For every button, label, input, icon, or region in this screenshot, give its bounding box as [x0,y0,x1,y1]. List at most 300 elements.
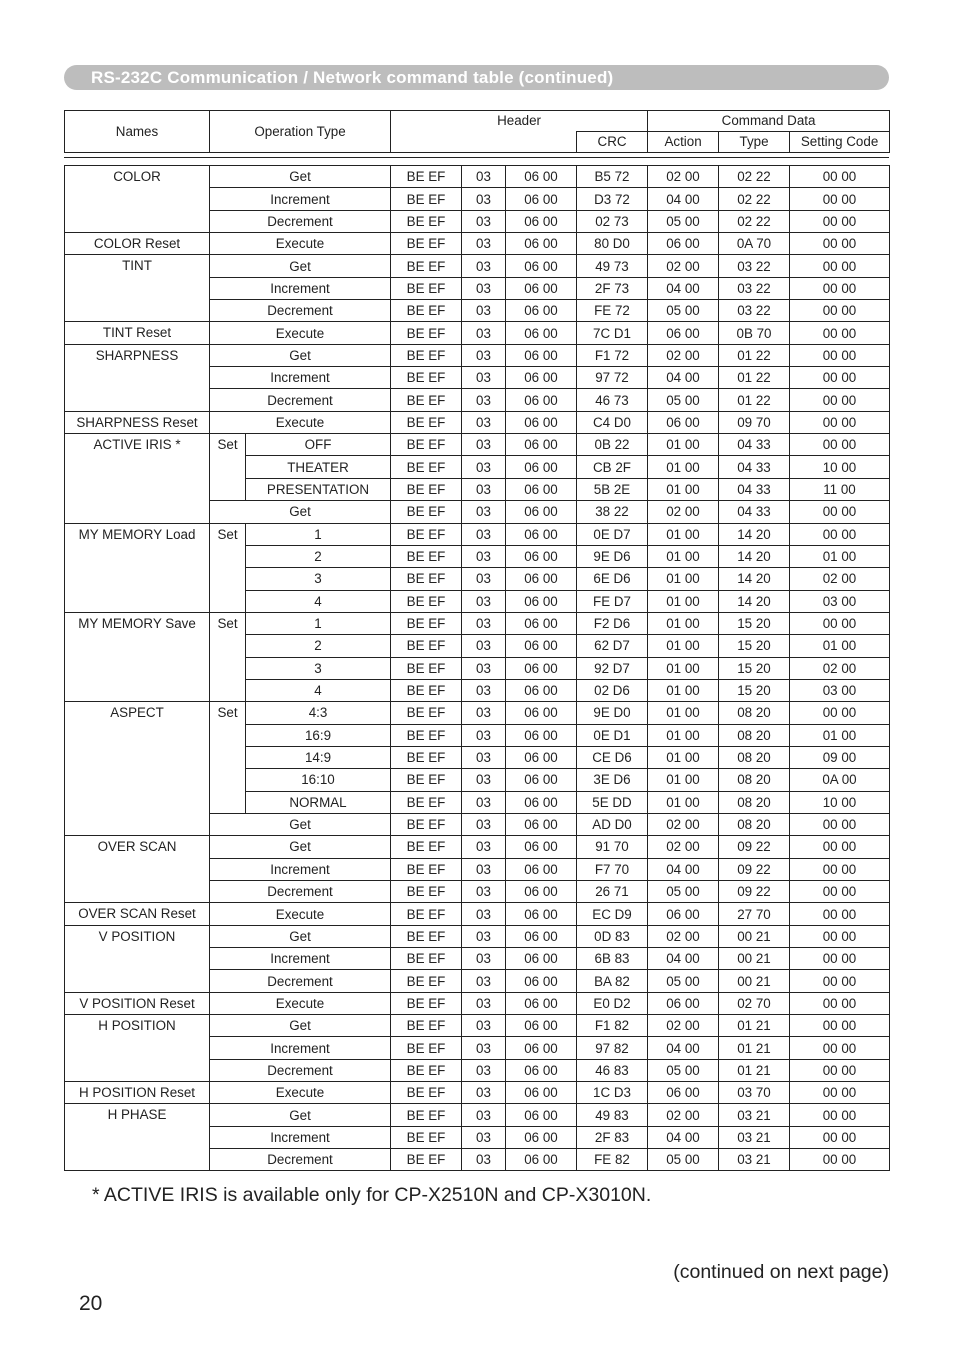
table-row [65,925,890,947]
cell-type: 03 22 [719,277,790,299]
cell-code: 00 00 [790,344,890,366]
cell-crc: 9E D6 [577,545,648,567]
cell-type: 04 33 [719,478,790,500]
cell-code: 01 00 [790,635,890,657]
cell-h1: BE EF [391,881,462,903]
cell-crc: 46 83 [577,1059,648,1081]
cell-h2: 03 [462,769,506,791]
row-name: COLOR [65,166,210,233]
row-operation: Get [210,166,391,188]
cell-h3: 06 00 [506,166,577,188]
section-title-bar [64,65,889,90]
cell-type: 01 22 [719,344,790,366]
cell-h2: 03 [462,568,506,590]
cell-h1: BE EF [391,545,462,567]
table-row [65,903,890,925]
row-operation: Decrement [210,389,391,411]
cell-action: 06 00 [648,1082,719,1104]
cell-code: 10 00 [790,791,890,813]
table-row [65,702,890,724]
cell-action: 01 00 [648,724,719,746]
row-operation: Increment [210,1037,391,1059]
cell-action: 02 00 [648,813,719,835]
cell-h1: BE EF [391,836,462,858]
cell-code: 00 00 [790,434,890,456]
cell-crc: C4 D0 [577,411,648,433]
header-type: Type [719,132,790,153]
cell-h1: BE EF [391,367,462,389]
cell-h3: 06 00 [506,389,577,411]
cell-code: 00 00 [790,1015,890,1037]
row-operation: 4:3 [246,702,391,724]
cell-action: 06 00 [648,411,719,433]
cell-h2: 03 [462,679,506,701]
cell-h3: 06 00 [506,769,577,791]
cell-h2: 03 [462,367,506,389]
cell-action: 05 00 [648,389,719,411]
cell-crc: 7C D1 [577,322,648,344]
cell-crc: 62 D7 [577,635,648,657]
cell-code: 00 00 [790,702,890,724]
table-row [65,1082,890,1104]
section-title: RS-232C Communication / Network command table (continued) [91,68,614,87]
row-operation: 2 [246,545,391,567]
cell-h1: BE EF [391,1126,462,1148]
cell-action: 01 00 [648,657,719,679]
row-operation: Execute [210,903,391,925]
cell-h1: BE EF [391,501,462,523]
cell-type: 0B 70 [719,322,790,344]
cell-type: 09 70 [719,411,790,433]
cell-crc: 9E D0 [577,702,648,724]
cell-action: 02 00 [648,925,719,947]
cell-h3: 06 00 [506,970,577,992]
cell-h2: 03 [462,456,506,478]
cell-h3: 06 00 [506,411,577,433]
cell-h1: BE EF [391,568,462,590]
cell-h2: 03 [462,411,506,433]
cell-h3: 06 00 [506,948,577,970]
cell-code: 10 00 [790,456,890,478]
cell-code: 00 00 [790,948,890,970]
cell-h1: BE EF [391,679,462,701]
command-table [64,165,890,1171]
cell-crc: 2F 83 [577,1126,648,1148]
cell-action: 01 00 [648,791,719,813]
row-operation: Get [210,813,391,835]
cell-type: 09 22 [719,858,790,880]
cell-h1: BE EF [391,612,462,634]
cell-code: 00 00 [790,903,890,925]
row-name: ACTIVE IRIS * [65,434,210,523]
row-operation: Get [210,501,391,523]
cell-action: 01 00 [648,746,719,768]
cell-code: 00 00 [790,1126,890,1148]
cell-h1: BE EF [391,702,462,724]
cell-action: 02 00 [648,255,719,277]
cell-type: 15 20 [719,635,790,657]
cell-h1: BE EF [391,1059,462,1081]
cell-h2: 03 [462,389,506,411]
cell-h3: 06 00 [506,344,577,366]
cell-h1: BE EF [391,389,462,411]
cell-crc: 80 D0 [577,233,648,255]
row-name: OVER SCAN Reset [65,903,210,925]
cell-type: 01 22 [719,367,790,389]
cell-h2: 03 [462,635,506,657]
cell-h2: 03 [462,791,506,813]
cell-action: 01 00 [648,523,719,545]
header-command-data: Command Data [648,111,890,132]
cell-action: 01 00 [648,612,719,634]
cell-type: 27 70 [719,903,790,925]
cell-h1: BE EF [391,233,462,255]
cell-h1: BE EF [391,992,462,1014]
cell-type: 14 20 [719,545,790,567]
cell-code: 00 00 [790,367,890,389]
row-name: MY MEMORY Load [65,523,210,612]
row-operation: Decrement [210,210,391,232]
cell-code: 00 00 [790,1082,890,1104]
cell-h2: 03 [462,300,506,322]
row-set-label: Set [210,702,246,814]
cell-action: 01 00 [648,545,719,567]
cell-crc: 49 83 [577,1104,648,1126]
cell-h1: BE EF [391,1149,462,1171]
cell-h1: BE EF [391,166,462,188]
row-name: OVER SCAN [65,836,210,903]
cell-type: 01 21 [719,1037,790,1059]
cell-h3: 06 00 [506,925,577,947]
cell-action: 01 00 [648,635,719,657]
cell-type: 03 21 [719,1149,790,1171]
cell-type: 08 20 [719,813,790,835]
cell-action: 01 00 [648,456,719,478]
row-set-label: Set [210,434,246,501]
row-name: V POSITION Reset [65,992,210,1014]
cell-code: 00 00 [790,501,890,523]
cell-h2: 03 [462,188,506,210]
cell-action: 02 00 [648,344,719,366]
header-operation-type: Operation Type [210,111,391,153]
cell-type: 00 21 [719,948,790,970]
cell-h2: 03 [462,992,506,1014]
cell-action: 01 00 [648,590,719,612]
cell-crc: 5E DD [577,791,648,813]
row-operation: 4 [246,679,391,701]
row-operation: Decrement [210,1149,391,1171]
cell-crc: CB 2F [577,456,648,478]
cell-crc: 3E D6 [577,769,648,791]
cell-h3: 06 00 [506,635,577,657]
table-row [65,411,890,433]
cell-code: 00 00 [790,300,890,322]
cell-crc: 92 D7 [577,657,648,679]
cell-h1: BE EF [391,322,462,344]
cell-type: 03 22 [719,300,790,322]
cell-h2: 03 [462,233,506,255]
row-operation: 16:10 [246,769,391,791]
cell-code: 00 00 [790,322,890,344]
cell-action: 02 00 [648,166,719,188]
table-row [65,255,890,277]
cell-h2: 03 [462,478,506,500]
cell-crc: 0B 22 [577,434,648,456]
cell-crc: F2 D6 [577,612,648,634]
row-operation: Increment [210,277,391,299]
cell-code: 02 00 [790,568,890,590]
cell-code: 11 00 [790,478,890,500]
cell-type: 02 22 [719,188,790,210]
cell-h2: 03 [462,344,506,366]
row-operation: Execute [210,411,391,433]
cell-type: 02 22 [719,210,790,232]
row-name: SHARPNESS Reset [65,411,210,433]
table-row [65,523,890,545]
cell-action: 02 00 [648,836,719,858]
cell-code: 00 00 [790,813,890,835]
cell-code: 00 00 [790,277,890,299]
cell-code: 00 00 [790,612,890,634]
cell-code: 00 00 [790,166,890,188]
cell-crc: CE D6 [577,746,648,768]
row-name: H POSITION Reset [65,1082,210,1104]
cell-h1: BE EF [391,925,462,947]
cell-action: 01 00 [648,679,719,701]
cell-h3: 06 00 [506,255,577,277]
row-operation: Get [210,836,391,858]
cell-type: 14 20 [719,568,790,590]
cell-h2: 03 [462,166,506,188]
cell-type: 03 21 [719,1126,790,1148]
cell-action: 04 00 [648,1126,719,1148]
cell-action: 04 00 [648,858,719,880]
cell-crc: 1C D3 [577,1082,648,1104]
cell-crc: 26 71 [577,881,648,903]
cell-h2: 03 [462,724,506,746]
cell-crc: 97 82 [577,1037,648,1059]
cell-code: 03 00 [790,590,890,612]
cell-action: 05 00 [648,1059,719,1081]
row-set-label: Set [210,523,246,612]
cell-h3: 06 00 [506,679,577,701]
cell-h2: 03 [462,501,506,523]
row-operation: Execute [210,992,391,1014]
cell-type: 03 21 [719,1104,790,1126]
cell-h2: 03 [462,545,506,567]
header-setting-code: Setting Code [790,132,890,153]
cell-h1: BE EF [391,635,462,657]
cell-crc: EC D9 [577,903,648,925]
cell-h1: BE EF [391,210,462,232]
cell-crc: 2F 73 [577,277,648,299]
cell-crc: 0E D7 [577,523,648,545]
row-operation: 1 [246,523,391,545]
cell-action: 02 00 [648,1015,719,1037]
cell-type: 01 21 [719,1015,790,1037]
cell-type: 15 20 [719,657,790,679]
table-row [65,344,890,366]
cell-h1: BE EF [391,1082,462,1104]
cell-crc: 0D 83 [577,925,648,947]
cell-action: 01 00 [648,478,719,500]
cell-type: 03 70 [719,1082,790,1104]
cell-action: 04 00 [648,948,719,970]
cell-code: 00 00 [790,1104,890,1126]
cell-h2: 03 [462,210,506,232]
cell-action: 05 00 [648,1149,719,1171]
cell-h1: BE EF [391,657,462,679]
cell-crc: E0 D2 [577,992,648,1014]
cell-h2: 03 [462,1104,506,1126]
cell-action: 05 00 [648,881,719,903]
cell-h3: 06 00 [506,478,577,500]
cell-h3: 06 00 [506,903,577,925]
row-operation: Get [210,1104,391,1126]
row-name: SHARPNESS [65,344,210,411]
row-operation: Get [210,925,391,947]
table-row [65,612,890,634]
cell-h2: 03 [462,813,506,835]
cell-h3: 06 00 [506,322,577,344]
table-row [65,836,890,858]
cell-type: 02 70 [719,992,790,1014]
cell-crc: BA 82 [577,970,648,992]
cell-h2: 03 [462,881,506,903]
cell-type: 04 33 [719,434,790,456]
cell-code: 00 00 [790,411,890,433]
row-operation: Execute [210,1082,391,1104]
cell-type: 00 21 [719,970,790,992]
cell-h3: 06 00 [506,858,577,880]
cell-action: 06 00 [648,903,719,925]
row-operation: Get [210,255,391,277]
cell-action: 04 00 [648,367,719,389]
cell-crc: 97 72 [577,367,648,389]
cell-type: 14 20 [719,590,790,612]
row-operation: Decrement [210,1059,391,1081]
cell-action: 01 00 [648,434,719,456]
table-row [65,992,890,1014]
row-operation: 14:9 [246,746,391,768]
cell-code: 01 00 [790,545,890,567]
cell-type: 00 21 [719,925,790,947]
row-operation: Increment [210,367,391,389]
cell-crc: F1 82 [577,1015,648,1037]
row-operation: 16:9 [246,724,391,746]
row-operation: Increment [210,1126,391,1148]
cell-type: 08 20 [719,724,790,746]
cell-code: 00 00 [790,925,890,947]
cell-h2: 03 [462,746,506,768]
cell-action: 06 00 [648,322,719,344]
cell-code: 00 00 [790,836,890,858]
table-row [65,233,890,255]
cell-h1: BE EF [391,300,462,322]
row-operation: Get [210,1015,391,1037]
cell-h2: 03 [462,1059,506,1081]
cell-crc: FE 82 [577,1149,648,1171]
cell-h3: 06 00 [506,702,577,724]
row-operation: PRESENTATION [246,478,391,500]
cell-action: 04 00 [648,188,719,210]
cell-h2: 03 [462,1126,506,1148]
cell-type: 09 22 [719,881,790,903]
table-row [65,322,890,344]
cell-crc: FE D7 [577,590,648,612]
cell-h2: 03 [462,434,506,456]
cell-h3: 06 00 [506,590,577,612]
cell-h2: 03 [462,657,506,679]
cell-h1: BE EF [391,188,462,210]
cell-action: 02 00 [648,501,719,523]
cell-crc: FE 72 [577,300,648,322]
cell-h1: BE EF [391,411,462,433]
cell-h3: 06 00 [506,881,577,903]
cell-crc: 6E D6 [577,568,648,590]
cell-h3: 06 00 [506,434,577,456]
cell-h3: 06 00 [506,813,577,835]
cell-code: 00 00 [790,210,890,232]
table-row [65,434,890,456]
row-name: COLOR Reset [65,233,210,255]
cell-h1: BE EF [391,813,462,835]
cell-h2: 03 [462,523,506,545]
cell-crc: 49 73 [577,255,648,277]
cell-code: 00 00 [790,389,890,411]
header-names: Names [65,111,210,153]
cell-type: 08 20 [719,769,790,791]
cell-action: 02 00 [648,1104,719,1126]
cell-code: 00 00 [790,523,890,545]
cell-type: 02 22 [719,166,790,188]
cell-h2: 03 [462,1037,506,1059]
cell-h3: 06 00 [506,612,577,634]
cell-h3: 06 00 [506,367,577,389]
page-number: 20 [79,1292,103,1315]
cell-code: 00 00 [790,992,890,1014]
cell-h2: 03 [462,948,506,970]
cell-h3: 06 00 [506,1059,577,1081]
cell-action: 04 00 [648,1037,719,1059]
cell-h3: 06 00 [506,210,577,232]
cell-crc: 02 73 [577,210,648,232]
cell-h1: BE EF [391,769,462,791]
row-operation: THEATER [246,456,391,478]
cell-crc: 46 73 [577,389,648,411]
cell-h1: BE EF [391,456,462,478]
cell-h1: BE EF [391,344,462,366]
cell-crc: AD D0 [577,813,648,835]
cell-h1: BE EF [391,948,462,970]
cell-h2: 03 [462,903,506,925]
cell-h1: BE EF [391,746,462,768]
cell-h2: 03 [462,1082,506,1104]
row-operation: 2 [246,635,391,657]
cell-type: 04 33 [719,501,790,523]
cell-crc: 02 D6 [577,679,648,701]
header-crc: CRC [577,132,648,153]
table-row [65,166,890,188]
cell-h3: 06 00 [506,233,577,255]
footnote: * ACTIVE IRIS is available only for CP-X2510N and CP-X3010N. [92,1184,652,1206]
cell-code: 01 00 [790,724,890,746]
cell-code: 0A 00 [790,769,890,791]
cell-type: 01 22 [719,389,790,411]
row-name: H PHASE [65,1104,210,1171]
cell-h3: 06 00 [506,1015,577,1037]
cell-action: 06 00 [648,233,719,255]
